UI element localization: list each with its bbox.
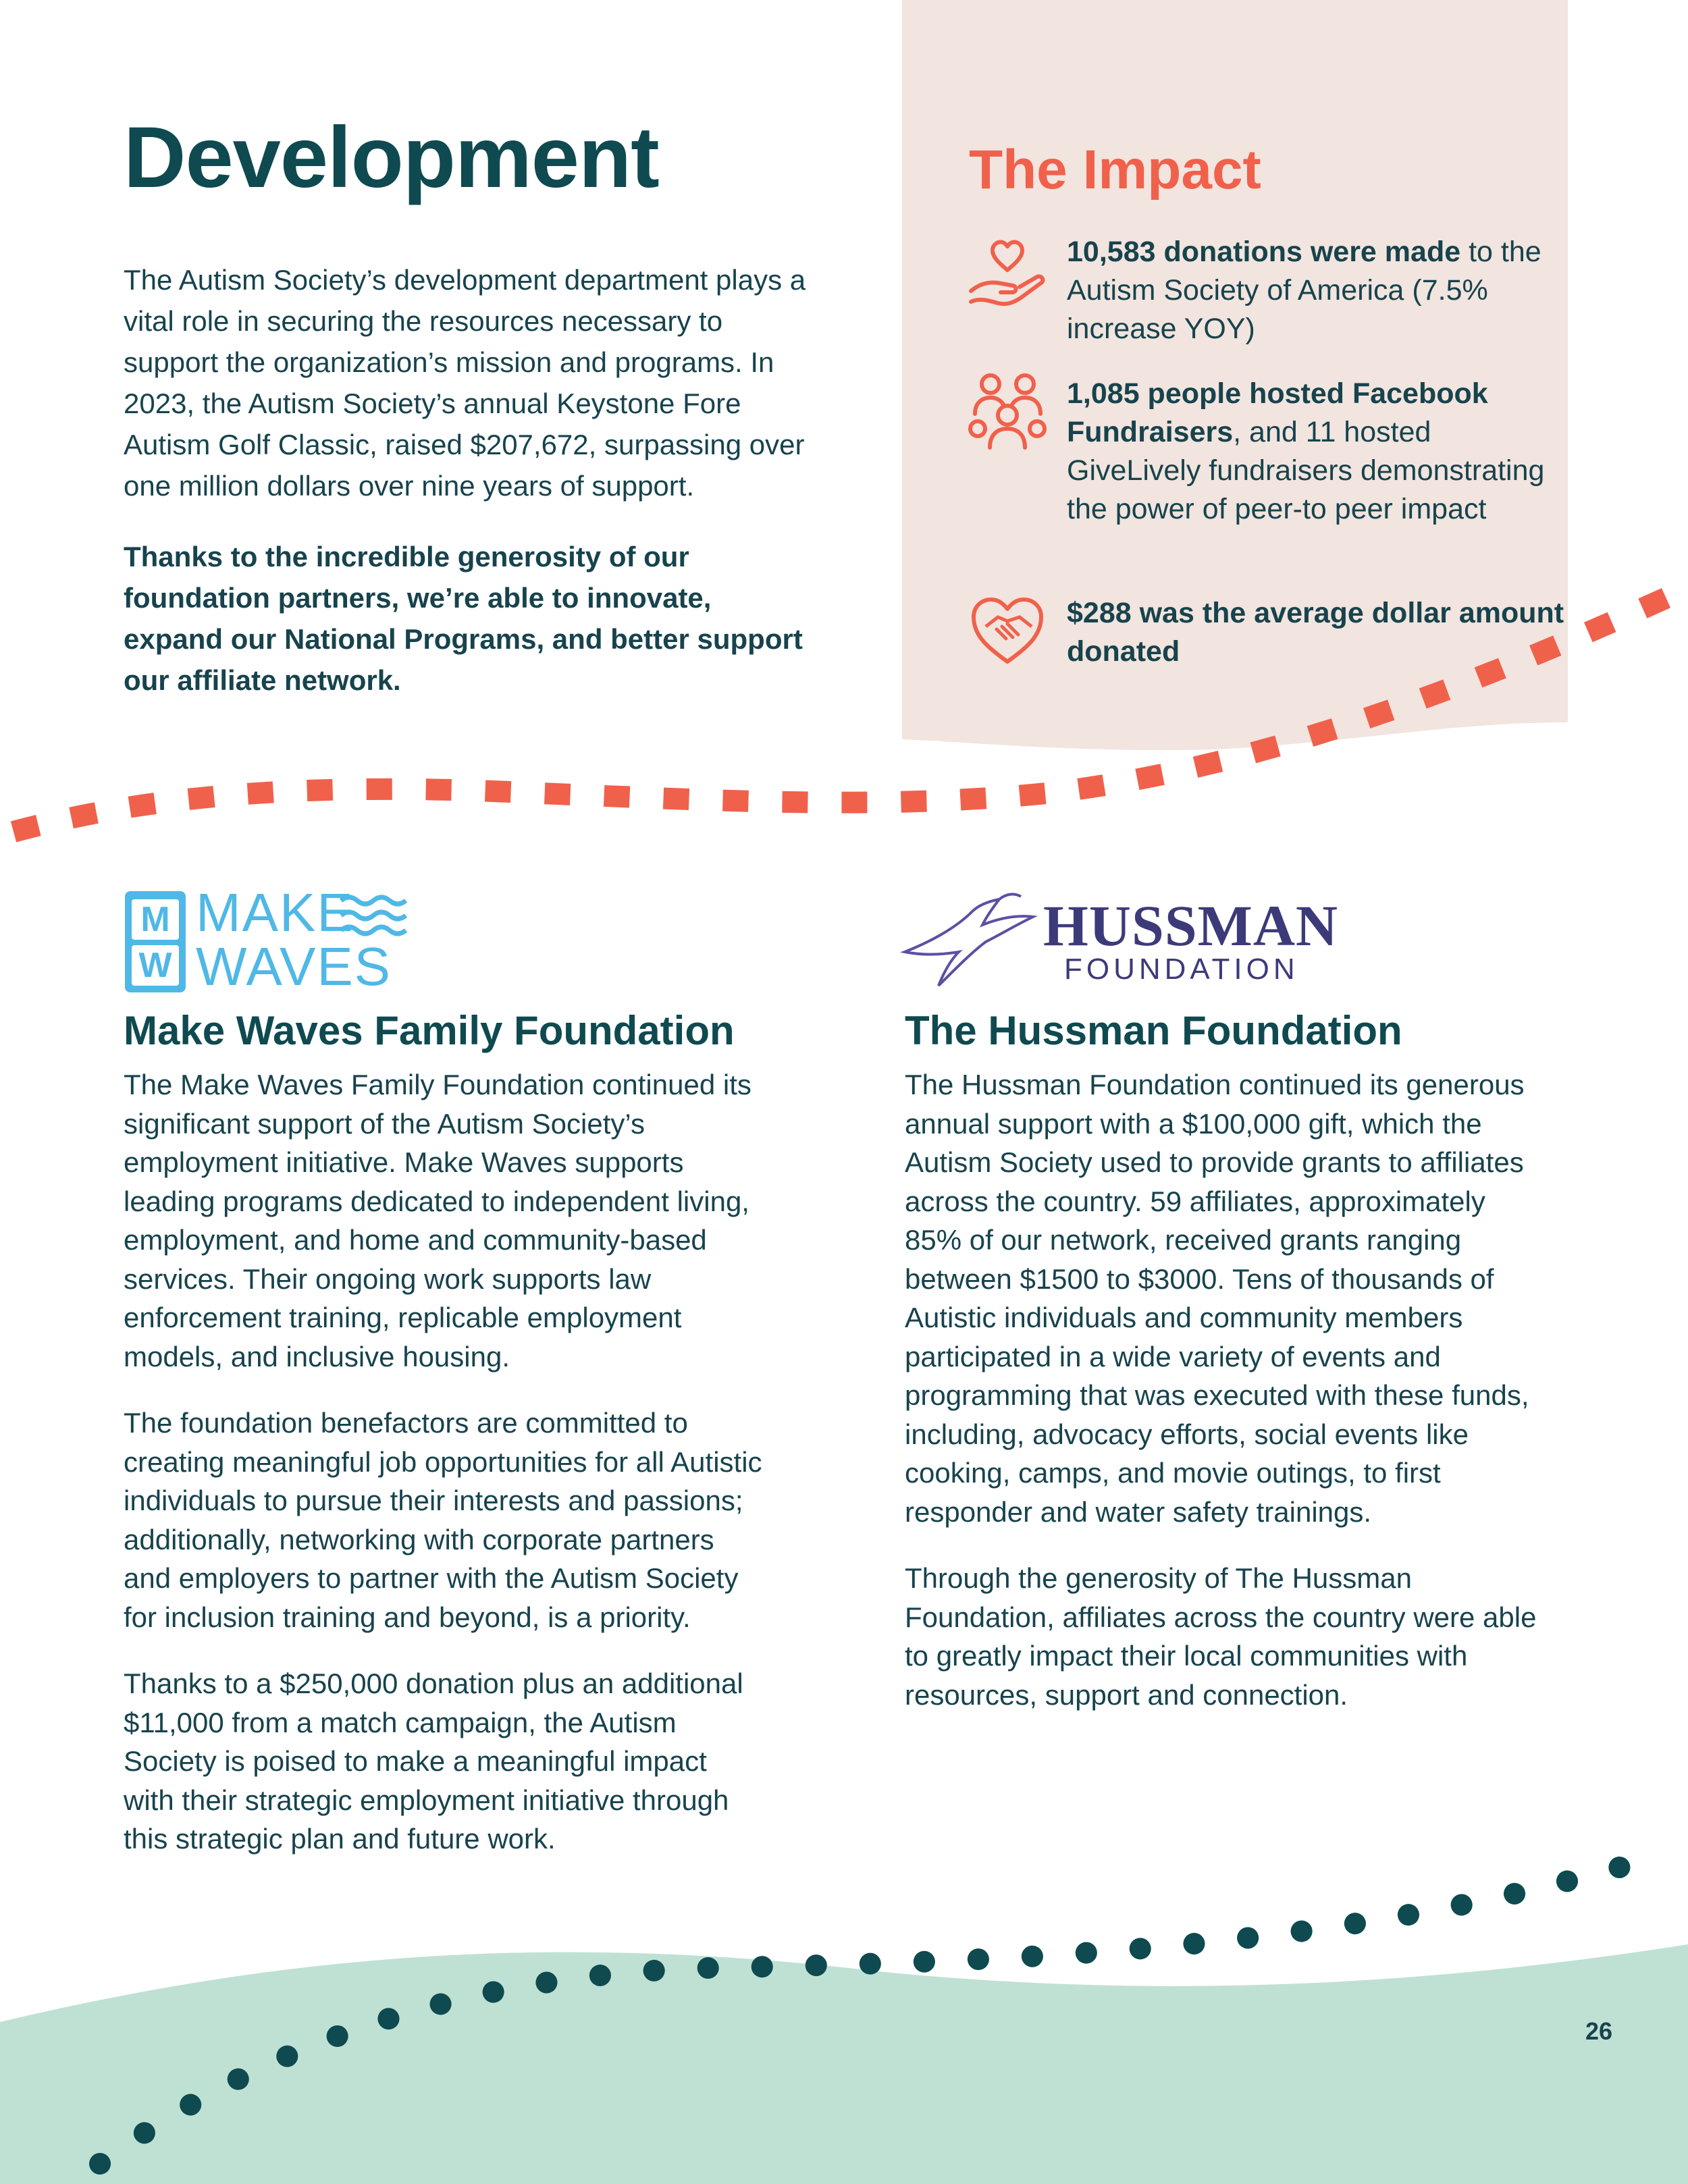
make-waves-paragraph: Thanks to a $250,000 donation plus an additional $11,000 from a match campaign, the Autism Society is poised to make a meaningful impact with their strategic employment initiative through this strategic plan and future work. bbox=[124, 1668, 743, 1855]
impact-item bbox=[966, 594, 1573, 675]
page-number: 26 bbox=[1585, 2017, 1613, 2045]
make-waves-logo bbox=[125, 882, 408, 996]
hussman-paragraph: The Hussman Foundation continued its generous annual support with a $100,000 gift, which the Autism Society used to provide grants to affiliates across the country. 59 affiliates, approximately 85% of our network, received grants ranging between $1500 to $3000. Tens of thousands of Autistic individuals and community members participated in a wide variety of events and programming that was executed with these funds, including, advocacy efforts, social events like cooking, camps, and movie outings, to first responder and water safety trainings. bbox=[905, 1069, 1529, 1528]
impact-text bbox=[1067, 233, 1566, 348]
make-waves-title: Make Waves Family Foundation bbox=[124, 1008, 735, 1053]
impact-item bbox=[966, 375, 1573, 570]
make-waves-badge-m: M bbox=[132, 899, 179, 940]
page-title: Development bbox=[124, 109, 659, 206]
intro-paragraph: The Autism Society’s development department plays a vital role in securing the resources necessary to support the organization’s mission and programs. In 2023, the Autism Society’s annual Keystone Fore Autism Golf Classic, raised $207,672, surpassing over one million dollars over nine years of support. bbox=[124, 264, 806, 502]
handshake-heart-icon bbox=[966, 587, 1050, 672]
hussman-logo bbox=[898, 884, 1339, 999]
impact-detail: to the Autism Society of America (7.5% increase YOY) bbox=[1067, 236, 1541, 345]
heart-hand-icon bbox=[966, 233, 1050, 317]
make-waves-paragraph: The foundation benefactors are committed to creating meaningful job opportunities for all Autistic individuals to pursue their interests and passions; additionally, networking with corporate partners and employers to partner with the Autism Society for inclusion training and beyond, is a priority. bbox=[124, 1407, 762, 1633]
impact-bold: $288 was the average dollar amount donated bbox=[1067, 597, 1564, 668]
waves-icon bbox=[340, 891, 407, 940]
make-waves-paragraph: The Make Waves Family Foundation continued its significant support of the Autism Society’s employment initiative. Make Waves supports leading programs dedicated to independent living, employment, and home and community-based services. Their ongoing work supports law enforcement training, replicable employment models, and inclusive housing. bbox=[124, 1069, 751, 1373]
impact-detail: , and 11 hosted GiveLively fundraisers demonstrating the power of peer-to peer impact bbox=[1067, 416, 1545, 525]
impact-text bbox=[1067, 375, 1566, 529]
green-wave bbox=[0, 1944, 1688, 2184]
hussman-title: The Hussman Foundation bbox=[905, 1008, 1402, 1053]
make-waves-badge-w: W bbox=[132, 945, 179, 986]
people-group-icon bbox=[966, 368, 1050, 452]
hussman-logo-sub: FOUNDATION bbox=[1064, 953, 1299, 986]
impact-item bbox=[966, 233, 1573, 348]
make-waves-body bbox=[124, 1065, 765, 1859]
impact-title: The Impact bbox=[969, 139, 1261, 201]
hussman-paragraph: Through the generosity of The Hussman Foundation, affiliates across the country were able to greatly impact their local communities with resources, support and connection. bbox=[905, 1562, 1537, 1711]
hussman-body bbox=[905, 1065, 1539, 1714]
make-waves-logo-waves: WAVES bbox=[196, 936, 392, 996]
make-waves-logo-make: MAKE bbox=[196, 882, 354, 942]
impact-text bbox=[1067, 594, 1566, 671]
impact-bold: 10,583 donations were made bbox=[1067, 236, 1461, 268]
hussman-logo-name: HUSSMAN bbox=[1043, 893, 1339, 958]
dove-icon bbox=[898, 884, 1053, 999]
impact-bold: 1,085 people hosted Facebook Fundraisers bbox=[1067, 377, 1488, 448]
intro-bold-paragraph: Thanks to the incredible generosity of our foundation partners, we’re able to innovate, expand our National Programs, and better support our affiliate network. bbox=[124, 541, 803, 696]
make-waves-badge bbox=[125, 891, 186, 992]
